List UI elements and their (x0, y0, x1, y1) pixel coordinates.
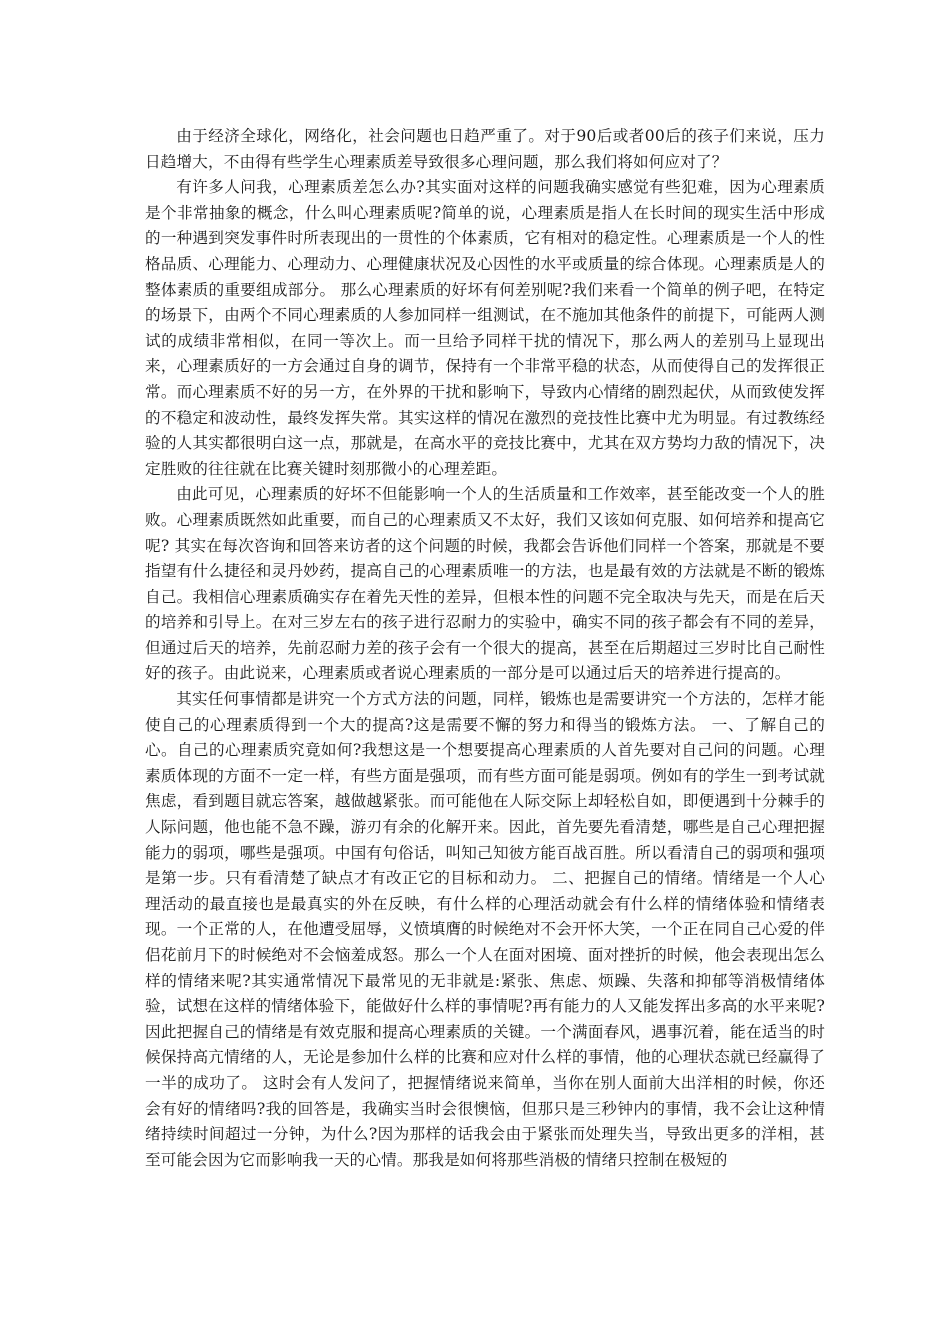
paragraph-2: 有许多人问我，心理素质差怎么办?其实面对这样的问题我确实感觉有些犯难，因为心理素质是个非常抽象的概念，什么叫心理素质呢?简单的说，心理素质是指人在长时间的现实生活中形成的一种遇到突发事件时所表现出的一贯性的个体素质，它有相对的稳定性。心理素质是一个人的性格品质、心理能力、心理动力、心理健康状况及心因性的水平或质量的综合体现。心理素质是人的整体素质的重要组成部分。 那么心理素质的好坏有何差别呢?我们来看一个简单的例子吧，在特定的场景下，由两个不同心理素质的人参加同样一组测试，在不施加其他条件的前提下，可能两人测试的成绩非常相似，在同一等次上。而一旦给予同样干扰的情况下，那么两人的差别马上显现出来，心理素质好的一方会通过自身的调节，保持有一个非常平稳的状态，从而使得自己的发挥很正常。而心理素质不好的另一方，在外界的干扰和影响下，导致内心情绪的剧烈起伏，从而致使发挥的不稳定和波动性，最终发挥失常。其实这样的情况在激烈的竞技性比赛中尤为明显。有过教练经验的人其实都很明白这一点，那就是，在高水平的竞技比赛中，尤其在双方势均力敌的情况下，决定胜败的往往就在比赛关键时刻那微小的心理差距。 (145, 178, 825, 478)
paragraph-3: 由此可见，心理素质的好坏不但能影响一个人的生活质量和工作效率，甚至能改变一个人的胜败。心理素质既然如此重要，而自己的心理素质又不太好，我们又该如何克服、如何培养和提高它呢? 其实在每次咨询和回答来访者的这个问题的时候，我都会告诉他们同样一个答案，那就是不要指望有什么捷径和灵丹妙药，提高自己的心理素质唯一的方法，也是最有效的方法就是不断的锻炼自己。我相信心理素质确实存在着先天性的差异，但根本性的问题不完全取决与先天，而是在后天的培养和引导上。在对三岁左右的孩子进行忍耐力的实验中，确实不同的孩子都会有不同的差异，但通过后天的培养，先前忍耐力差的孩子会有一个很大的提高，甚至在后期超过三岁时比自己耐性好的孩子。由此说来，心理素质或者说心理素质的一部分是可以通过后天的培养进行提高的。 (145, 485, 825, 683)
paragraph-1: 由于经济全球化，网络化，社会问题也日趋严重了。对于90后或者00后的孩子们来说，压力日趋增大，不由得有些学生心理素质差导致很多心理问题，那么我们将如何应对了？ (145, 127, 825, 171)
paragraph-4: 其实任何事情都是讲究一个方式方法的问题，同样，锻炼也是需要讲究一个方法的，怎样才能使自己的心理素质得到一个大的提高?这是需要不懈的努力和得当的锻炼方法。 一、了解自己的心。自己的心理素质究竟如何?我想这是一个想要提高心理素质的人首先要对自己问的问题。心理素质体现的方面不一定一样，有些方面是强项，而有些方面可能是弱项。例如有的学生一到考试就焦虑，看到题目就忘答案，越做越紧张。而可能他在人际交际上却轻松自如，即便遇到十分棘手的人际问题，他也能不急不躁，游刃有余的化解开来。因此，首先要先看清楚，哪些是自己心理把握能力的弱项，哪些是强项。中国有句俗话，叫知己知彼方能百战百胜。所以看清自己的弱项和强项是第一步。只有看清楚了缺点才有改正它的目标和动力。 二、把握自己的情绪。情绪是一个人心理活动的最直接也是最真实的外在反映，有什么样的心理活动就会有什么样的情绪体验和情绪表现。一个正常的人，在他遭受屈辱，义愤填膺的时候绝对不会开怀大笑，一个正在同自己心爱的伴侣花前月下的时候绝对不会恼羞成怒。那么一个人在面对困境、面对挫折的时候，他会表现出怎么样的情绪来呢?其实通常情况下最常见的无非就是:紧张、焦虑、烦躁、失落和抑郁等消极情绪体验，试想在这样的情绪体验下，能做好什么样的事情呢?再有能力的人又能发挥出多高的水平来呢?因此把握自己的情绪是有效克服和提高心理素质的关键。一个满面春风，遇事沉着，能在适当的时候保持高亢情绪的人，无论是参加什么样的比赛和应对什么样的事情，他的心理状态就已经赢得了一半的成功了。 这时会有人发问了，把握情绪说来简单，当你在别人面前大出洋相的时候，你还会有好的情绪吗?我的回答是，我确实当时会很懊恼，但那只是三秒钟内的事情，我不会让这种情绪持续时间超过一分钟，为什么?因为那样的话我会由于紧张而处理失当，导致出更多的洋相，甚至可能会因为它而影响我一天的心情。那我是如何将那些消极的情绪只控制在极短的 (145, 690, 825, 1169)
document-body (145, 124, 825, 1173)
